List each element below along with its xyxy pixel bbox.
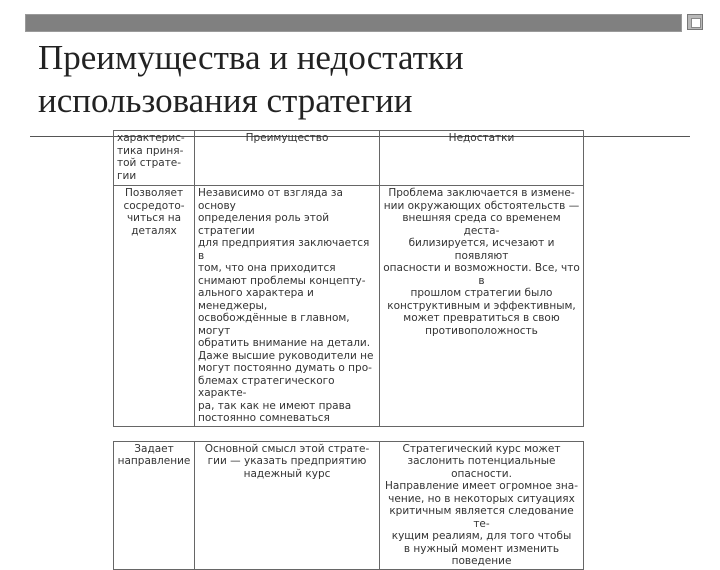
row2-advantage: Основной смысл этой страте- гии — указать предприятию надежный курс (195, 441, 380, 569)
table-spacer (114, 426, 584, 441)
title-line-1: Преимущества и недостатки (38, 38, 464, 77)
header-characteristic: характерис- тика приня- той страте- гии (114, 131, 195, 186)
table-row (114, 441, 584, 569)
row2-disadvantage: Стратегический курс может заслонить потенциальные опасности. Направление имеет огромное зна- чение, но в некоторых ситуациях критичным является следование те- кущим реалиям, для того чтобы в нужный момент изменить поведение (380, 441, 584, 569)
header-advantage: Преимущество (195, 131, 380, 186)
header-disadvantage: Недостатки (380, 131, 584, 186)
row2-characteristic: Задает направление (114, 441, 195, 569)
top-decorative-bar (25, 14, 682, 32)
corner-square-icon (687, 14, 703, 30)
table-header-row (114, 131, 584, 186)
title-line-2: использования стратегии (38, 81, 413, 120)
table-row (114, 186, 584, 427)
row1-disadvantage: Проблема заключается в измене- нии окружающих обстоятельств — внешняя среда со временем деста- билизируется, исчезают и появляют опасности и возможности. Все, что в прошлом стратегии было конструктивным и эффективным, может превратиться в свою противоположность (380, 186, 584, 427)
slide-title (38, 36, 464, 122)
row1-advantage: Независимо от взгляда за основу определения роль этой стратегии для предприятия заключается в том, что она приходится снимают проблемы концепту- ального характера и менеджеры, освобождённые в главном, могут обратить внимание на детали. Даже высшие руководители не могут постоянно думать о про- блемах стратегического характе- ра, так как не имеют права постоянно сомневаться (195, 186, 380, 427)
comparison-table (113, 130, 584, 570)
row1-characteristic: Позволяет сосредото- читься на деталях (114, 186, 195, 427)
